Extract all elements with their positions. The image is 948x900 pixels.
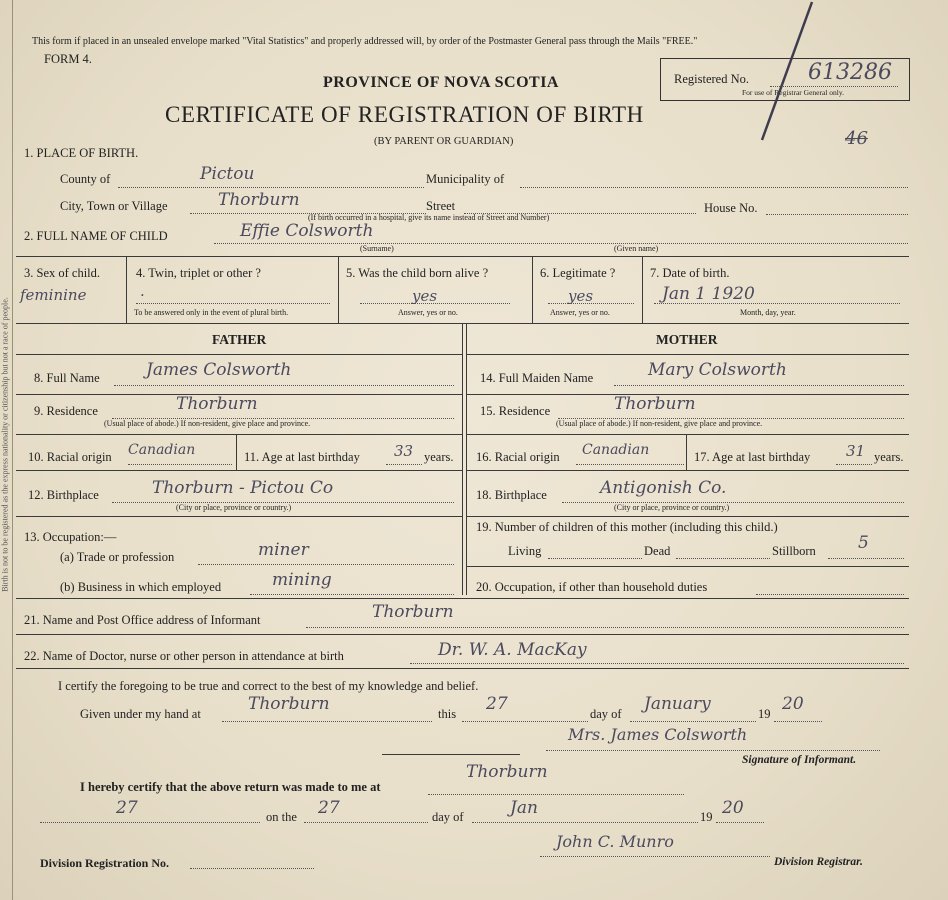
father-residence-note: (Usual place of abode.) If non-resident, give place and province. <box>104 419 311 428</box>
county-value: Pictou <box>200 164 255 184</box>
registered-label: Registered No. <box>674 72 749 86</box>
father-name-value: James Colsworth <box>146 360 292 380</box>
father-age-value: 33 <box>394 442 414 460</box>
child-name-value: Effie Colsworth <box>240 221 374 241</box>
sex-label: 3. Sex of child. <box>24 266 101 280</box>
city-label: City, Town or Village <box>60 199 168 213</box>
certify-day-of-label: day of <box>590 707 622 721</box>
corner-number: 46 <box>845 128 868 149</box>
informant-value: Thorburn <box>372 602 454 622</box>
registered-number: 613286 <box>808 60 892 85</box>
this-label: this <box>438 707 457 721</box>
pen-stroke-mark <box>750 0 820 145</box>
father-racial-label: 10. Racial origin <box>28 450 112 464</box>
father-occupation-label: 13. Occupation:— <box>24 530 117 544</box>
registrar-place-value: Thorburn <box>466 762 548 782</box>
twin-value: . <box>140 282 145 300</box>
legitimate-label: 6. Legitimate ? <box>540 266 616 280</box>
house-no-label: House No. <box>704 201 758 215</box>
twin-note: To be answered only in the event of plural birth. <box>134 308 289 317</box>
given-under-label: Given under my hand at <box>80 707 201 721</box>
date-of-birth-note: Month, day, year. <box>740 308 796 317</box>
division-registrar-label: Division Registrar. <box>774 856 863 868</box>
living-label: Living <box>508 544 542 558</box>
informant-signature: Mrs. James Colsworth <box>568 725 748 744</box>
children-count-value: 5 <box>858 533 869 553</box>
mother-racial-value: Canadian <box>582 442 650 458</box>
mother-birthplace-value: Antigonish Co. <box>600 478 727 498</box>
informant-label: 21. Name and Post Office address of Informant <box>24 613 261 627</box>
doctor-label: 22. Name of Doctor, nurse or other person in attendance at birth <box>24 649 344 663</box>
mother-residence-label: 15. Residence <box>480 404 551 418</box>
born-alive-value: yes <box>412 287 438 305</box>
registrar-number-value: 27 <box>116 798 138 818</box>
registrar-day-of-label: day of <box>432 810 464 824</box>
registrar-month-value: Jan <box>510 798 538 818</box>
county-label: County of <box>60 172 111 186</box>
mother-birthplace-note: (City or place, province or country.) <box>614 503 730 512</box>
trade-label: (a) Trade or profession <box>60 550 175 564</box>
form-number: FORM 4. <box>44 52 92 66</box>
mother-age-label: 17. Age at last birthday <box>694 450 811 464</box>
father-birthplace-label: 12. Birthplace <box>28 488 99 502</box>
legitimate-note: Answer, yes or no. <box>550 308 610 317</box>
registrar-year-value: 20 <box>722 798 744 818</box>
father-residence-value: Thorburn <box>176 394 258 414</box>
registrar-signature: John C. Munro <box>556 832 674 851</box>
certify-day-value: 27 <box>486 694 508 714</box>
born-alive-label: 5. Was the child born alive ? <box>346 266 489 280</box>
father-years-label: years. <box>424 450 454 464</box>
born-alive-note: Answer, yes or no. <box>398 308 458 317</box>
trade-value: miner <box>258 540 309 560</box>
document-title: CERTIFICATE OF REGISTRATION OF BIRTH <box>165 102 644 127</box>
child-name-label: 2. FULL NAME OF CHILD <box>24 229 168 243</box>
postal-notice: This form if placed in an unsealed envelope marked "Vital Statistics" and properly addressed will, by order of the Postmaster General pass through the Mails "FREE." <box>32 36 698 47</box>
registrar-certify-text: I hereby certify that the above return was made to me at <box>80 780 381 794</box>
children-count-label: 19. Number of children of this mother (including this child.) <box>476 520 778 534</box>
certify-month-value: January <box>644 694 711 714</box>
doctor-value: Dr. W. A. MacKay <box>438 640 587 660</box>
mother-racial-label: 16. Racial origin <box>476 450 560 464</box>
municipality-label: Municipality of <box>426 172 505 186</box>
registrar-use-note: For use of Registrar General only. <box>742 88 844 97</box>
mother-birthplace-label: 18. Birthplace <box>476 488 547 502</box>
mother-name-value: Mary Colsworth <box>648 360 787 380</box>
dead-label: Dead <box>644 544 671 558</box>
father-name-label: 8. Full Name <box>34 371 100 385</box>
father-birthplace-value: Thorburn - Pictou Co <box>152 478 334 498</box>
document-subtitle: (BY PARENT OR GUARDIAN) <box>374 136 514 147</box>
certify-year-prefix: 19 <box>758 707 771 721</box>
father-residence-label: 9. Residence <box>34 404 98 418</box>
certify-text: I certify the foregoing to be true and correct to the best of my knowledge and belief. <box>58 679 479 693</box>
mother-occupation-label: 20. Occupation, if other than household duties <box>476 580 708 594</box>
sex-value: feminine <box>20 286 87 304</box>
date-of-birth-label: 7. Date of birth. <box>650 266 730 280</box>
mother-heading: MOTHER <box>656 332 718 347</box>
side-note: Birth is not to be registered as the express nationality or citizenship but not a race of people. <box>0 297 10 592</box>
legitimate-value: yes <box>568 287 594 305</box>
business-value: mining <box>272 570 332 590</box>
twin-label: 4. Twin, triplet or other ? <box>136 266 261 280</box>
mother-name-label: 14. Full Maiden Name <box>480 371 594 385</box>
certify-place-value: Thorburn <box>248 694 330 714</box>
mother-age-value: 31 <box>846 442 866 460</box>
city-value: Thorburn <box>218 190 300 210</box>
informant-signature-label: Signature of Informant. <box>742 754 857 766</box>
surname-note: (Surname) <box>360 244 394 253</box>
hospital-note: (If birth occurred in a hospital, give its name instead of Street and Number) <box>308 213 550 222</box>
given-name-note: (Given name) <box>614 244 659 253</box>
father-age-label: 11. Age at last birthday <box>244 450 360 464</box>
on-the-label: on the <box>266 810 297 824</box>
date-of-birth-value: Jan 1 1920 <box>662 284 755 304</box>
mother-years-label: years. <box>874 450 904 464</box>
binding-strip <box>0 0 13 900</box>
father-birthplace-note: (City or place, province or country.) <box>176 503 292 512</box>
father-racial-value: Canadian <box>128 442 196 458</box>
certify-year-value: 20 <box>782 694 804 714</box>
stillborn-label: Stillborn <box>772 544 816 558</box>
registrar-day-value: 27 <box>318 798 340 818</box>
business-label: (b) Business in which employed <box>60 580 222 594</box>
street-label: Street <box>426 199 456 213</box>
registrar-year-prefix: 19 <box>700 810 713 824</box>
place-of-birth-heading: 1. PLACE OF BIRTH. <box>24 146 139 160</box>
mother-residence-note: (Usual place of abode.) If non-resident, give place and province. <box>556 419 763 428</box>
province-heading: PROVINCE OF NOVA SCOTIA <box>323 74 559 91</box>
father-heading: FATHER <box>212 332 267 347</box>
mother-residence-value: Thorburn <box>614 394 696 414</box>
division-registration-label: Division Registration No. <box>40 856 169 870</box>
